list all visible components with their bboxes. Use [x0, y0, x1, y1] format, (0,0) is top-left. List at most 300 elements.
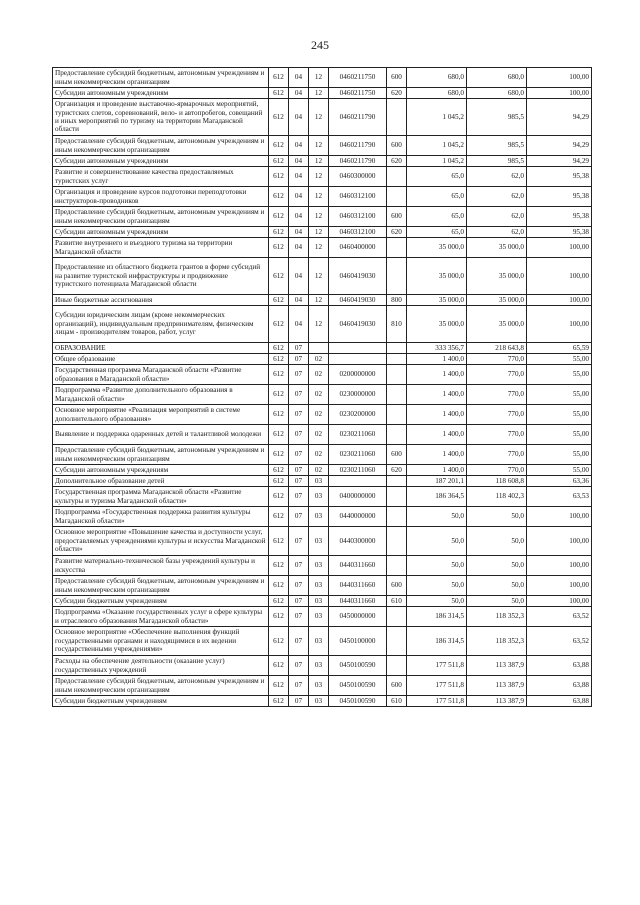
table-cell-rz: 07 — [289, 343, 309, 354]
table-cell-vr — [387, 99, 407, 136]
table-cell-pr: 02 — [309, 385, 329, 405]
table-cell-plan: 186 314,5 — [407, 607, 467, 627]
table-cell-percent: 65,59 — [527, 343, 592, 354]
table-cell-percent: 100,00 — [527, 295, 592, 306]
table-cell-name: Субсидии автономным учреждениям — [53, 156, 269, 167]
table-cell-plan: 1 045,2 — [407, 156, 467, 167]
table-cell-pr: 12 — [309, 238, 329, 258]
table-cell-pr: 03 — [309, 596, 329, 607]
table-cell-plan: 1 400,0 — [407, 354, 467, 365]
table-cell-ved: 612 — [269, 167, 289, 187]
table-cell-vr: 600 — [387, 207, 407, 227]
table-row — [53, 258, 592, 295]
table-cell-percent: 63,88 — [527, 656, 592, 676]
table-cell-name: Дополнительное образование детей — [53, 476, 269, 487]
table-cell-csr: 0450100590 — [329, 696, 387, 707]
table-cell-csr: 0460300000 — [329, 167, 387, 187]
table-row — [53, 696, 592, 707]
table-cell-csr: 0450100590 — [329, 676, 387, 696]
table-cell-csr: 0460312100 — [329, 207, 387, 227]
table-cell-vr: 620 — [387, 88, 407, 99]
table-cell-ved: 612 — [269, 656, 289, 676]
table-cell-percent: 94,29 — [527, 156, 592, 167]
table-cell-plan: 1 400,0 — [407, 365, 467, 385]
table-cell-ved: 612 — [269, 343, 289, 354]
table-cell-vr: 620 — [387, 465, 407, 476]
table-cell-fact: 62,0 — [467, 227, 527, 238]
table-cell-plan: 35 000,0 — [407, 306, 467, 343]
table-cell-fact: 985,5 — [467, 136, 527, 156]
table-cell-csr: 0230211060 — [329, 425, 387, 445]
table-cell-pr: 03 — [309, 576, 329, 596]
table-cell-ved: 612 — [269, 676, 289, 696]
table-cell-ved: 612 — [269, 507, 289, 527]
table-cell-csr — [329, 476, 387, 487]
table-cell-pr: 03 — [309, 607, 329, 627]
table-cell-fact: 50,0 — [467, 576, 527, 596]
table-cell-csr: 0460419030 — [329, 306, 387, 343]
table-cell-rz: 04 — [289, 88, 309, 99]
table-cell-vr: 620 — [387, 227, 407, 238]
table-cell-csr: 0230200000 — [329, 405, 387, 425]
table-cell-pr: 12 — [309, 207, 329, 227]
table-cell-percent: 95,38 — [527, 227, 592, 238]
table-cell-vr: 800 — [387, 295, 407, 306]
table-cell-ved: 612 — [269, 306, 289, 343]
table-cell-vr — [387, 354, 407, 365]
table-cell-vr — [387, 385, 407, 405]
table-cell-name: Субсидии автономным учреждениям — [53, 88, 269, 99]
table-cell-ved: 612 — [269, 385, 289, 405]
table-cell-ved: 612 — [269, 238, 289, 258]
table-cell-rz: 07 — [289, 556, 309, 576]
page-number: 245 — [311, 38, 329, 52]
table-cell-name: Иные бюджетные ассигнования — [53, 295, 269, 306]
table-cell-vr — [387, 627, 407, 656]
table-cell-plan: 177 511,8 — [407, 656, 467, 676]
table-cell-vr — [387, 238, 407, 258]
table-cell-vr: 600 — [387, 445, 407, 465]
table-cell-ved: 612 — [269, 476, 289, 487]
table-row — [53, 365, 592, 385]
table-row — [53, 556, 592, 576]
table-cell-fact: 680,0 — [467, 68, 527, 88]
table-cell-plan: 680,0 — [407, 68, 467, 88]
table-row — [53, 295, 592, 306]
table-cell-ved: 612 — [269, 258, 289, 295]
table-cell-fact: 35 000,0 — [467, 306, 527, 343]
table-cell-ved: 612 — [269, 607, 289, 627]
table-cell-fact: 50,0 — [467, 596, 527, 607]
table-cell-plan: 177 511,8 — [407, 696, 467, 707]
table-cell-vr: 600 — [387, 676, 407, 696]
table-cell-plan: 50,0 — [407, 576, 467, 596]
table-cell-ved: 612 — [269, 487, 289, 507]
table-cell-plan: 50,0 — [407, 596, 467, 607]
table-cell-plan: 65,0 — [407, 187, 467, 207]
table-cell-plan: 1 400,0 — [407, 465, 467, 476]
table-cell-rz: 07 — [289, 576, 309, 596]
table-cell-rz: 04 — [289, 187, 309, 207]
table-cell-fact: 50,0 — [467, 556, 527, 576]
table-row — [53, 238, 592, 258]
table-cell-percent: 100,00 — [527, 596, 592, 607]
table-cell-ved: 612 — [269, 465, 289, 476]
table-cell-fact: 770,0 — [467, 365, 527, 385]
table-cell-rz: 07 — [289, 425, 309, 445]
table-cell-fact: 118 402,3 — [467, 487, 527, 507]
table-cell-pr: 03 — [309, 527, 329, 556]
table-cell-plan: 50,0 — [407, 556, 467, 576]
table-cell-ved: 612 — [269, 187, 289, 207]
table-cell-name: Предоставление субсидий бюджетным, автономным учреждениям и иным некоммерческим организациям — [53, 136, 269, 156]
table-cell-csr: 0440311660 — [329, 596, 387, 607]
table-cell-ved: 612 — [269, 227, 289, 238]
table-row — [53, 207, 592, 227]
table-cell-csr: 0460211790 — [329, 156, 387, 167]
table-cell-plan: 1 045,2 — [407, 136, 467, 156]
table-cell-ved: 612 — [269, 207, 289, 227]
table-cell-percent: 100,00 — [527, 576, 592, 596]
table-cell-rz: 07 — [289, 656, 309, 676]
table-cell-plan: 65,0 — [407, 167, 467, 187]
table-cell-plan: 35 000,0 — [407, 258, 467, 295]
table-cell-name: Подпрограмма «Оказание государственных услуг в сфере культуры и отраслевого образования Магаданской области» — [53, 607, 269, 627]
table-cell-plan: 35 000,0 — [407, 238, 467, 258]
table-cell-fact: 770,0 — [467, 425, 527, 445]
table-row — [53, 607, 592, 627]
table-cell-percent: 95,38 — [527, 187, 592, 207]
table-cell-pr: 03 — [309, 476, 329, 487]
table-row — [53, 156, 592, 167]
table-cell-percent: 100,00 — [527, 306, 592, 343]
table-cell-fact: 50,0 — [467, 527, 527, 556]
table-row — [53, 405, 592, 425]
table-row — [53, 627, 592, 656]
table-cell-pr: 03 — [309, 507, 329, 527]
table-cell-rz: 07 — [289, 676, 309, 696]
table-cell-csr: 0440000000 — [329, 507, 387, 527]
table-cell-vr: 600 — [387, 68, 407, 88]
table-cell-pr: 03 — [309, 556, 329, 576]
table-row — [53, 527, 592, 556]
table-cell-pr: 02 — [309, 405, 329, 425]
table-cell-fact: 118 352,3 — [467, 607, 527, 627]
table-cell-csr: 0460312100 — [329, 187, 387, 207]
table-cell-name: Предоставление субсидий бюджетным, автономным учреждениям и иным некоммерческим организациям — [53, 68, 269, 88]
table-cell-fact: 50,0 — [467, 507, 527, 527]
table-cell-name: Предоставление субсидий бюджетным, автономным учреждениям и иным некоммерческим организациям — [53, 676, 269, 696]
table-cell-rz: 04 — [289, 156, 309, 167]
table-cell-ved: 612 — [269, 696, 289, 707]
table-cell-vr: 610 — [387, 596, 407, 607]
table-cell-pr: 03 — [309, 676, 329, 696]
table-cell-rz: 07 — [289, 627, 309, 656]
table-cell-rz: 07 — [289, 354, 309, 365]
table-cell-percent: 95,38 — [527, 207, 592, 227]
table-cell-vr — [387, 425, 407, 445]
table-cell-plan: 1 400,0 — [407, 445, 467, 465]
table-cell-plan: 1 045,2 — [407, 99, 467, 136]
table-row — [53, 227, 592, 238]
table-cell-name: Организация и проведение курсов подготовки переподготовки инструкторов-проводников — [53, 187, 269, 207]
table-cell-fact: 118 352,3 — [467, 627, 527, 656]
table-cell-name: Субсидии бюджетным учреждениям — [53, 696, 269, 707]
table-cell-name: Субсидии бюджетным учреждениям — [53, 596, 269, 607]
table-cell-pr — [309, 343, 329, 354]
table-row — [53, 465, 592, 476]
table-cell-fact: 985,5 — [467, 99, 527, 136]
table-cell-name: Субсидии автономным учреждениям — [53, 227, 269, 238]
table-cell-rz: 07 — [289, 405, 309, 425]
table-cell-rz: 07 — [289, 465, 309, 476]
table-cell-plan: 333 356,7 — [407, 343, 467, 354]
table-cell-rz: 07 — [289, 445, 309, 465]
table-cell-name: Субсидии юридическим лицам (кроме некоммерческих организаций), индивидуальным предпринимателям, физическим лицам - производителям товаров, работ, услуг — [53, 306, 269, 343]
table-cell-plan: 680,0 — [407, 88, 467, 99]
table-cell-fact: 35 000,0 — [467, 238, 527, 258]
table-cell-pr: 12 — [309, 156, 329, 167]
table-cell-vr — [387, 405, 407, 425]
table-cell-vr — [387, 527, 407, 556]
table-cell-vr — [387, 556, 407, 576]
table-cell-rz: 04 — [289, 295, 309, 306]
table-cell-csr: 0450100590 — [329, 656, 387, 676]
table-cell-percent: 94,29 — [527, 136, 592, 156]
table-cell-rz: 04 — [289, 136, 309, 156]
table-cell-csr: 0230000000 — [329, 385, 387, 405]
table-cell-fact: 35 000,0 — [467, 295, 527, 306]
table-cell-ved: 612 — [269, 425, 289, 445]
table-cell-csr: 0460419030 — [329, 295, 387, 306]
table-cell-name: Организация и проведение выставочно-ярмарочных мероприятий, туристских слетов, соревнований, вело- и автопробегов, совещаний и иных мероприятий по туризму на территории Магаданской области — [53, 99, 269, 136]
table-cell-ved: 612 — [269, 156, 289, 167]
table-cell-ved: 612 — [269, 576, 289, 596]
table-cell-ved: 612 — [269, 99, 289, 136]
table-row — [53, 68, 592, 88]
table-cell-ved: 612 — [269, 445, 289, 465]
table-cell-pr: 02 — [309, 354, 329, 365]
table-row — [53, 676, 592, 696]
table-cell-csr: 0200000000 — [329, 365, 387, 385]
table-cell-pr: 12 — [309, 136, 329, 156]
table-cell-rz: 07 — [289, 385, 309, 405]
table-cell-name: Основное мероприятие «Повышение качества и доступности услуг, предоставляемых учреждениями культуры и искусства Магаданской области» — [53, 527, 269, 556]
table-cell-percent: 100,00 — [527, 238, 592, 258]
table-cell-fact: 770,0 — [467, 465, 527, 476]
table-cell-percent: 100,00 — [527, 507, 592, 527]
table-cell-rz: 04 — [289, 207, 309, 227]
table-cell-vr: 610 — [387, 696, 407, 707]
table-cell-fact: 770,0 — [467, 445, 527, 465]
table-cell-name: Расходы на обеспечение деятельности (оказание услуг) государственных учреждений — [53, 656, 269, 676]
table-cell-ved: 612 — [269, 527, 289, 556]
table-cell-name: Предоставление субсидий бюджетным, автономным учреждениям и иным некоммерческим организациям — [53, 207, 269, 227]
table-cell-plan: 186 364,5 — [407, 487, 467, 507]
table-cell-percent: 63,88 — [527, 676, 592, 696]
table-row — [53, 136, 592, 156]
table-cell-csr: 0460400000 — [329, 238, 387, 258]
table-cell-csr: 0400000000 — [329, 487, 387, 507]
table-cell-name: Предоставление из областного бюджета грантов в форме субсидий на развитие туристской инфраструктуры и продвижение туристского потенциала Магаданской области — [53, 258, 269, 295]
table-cell-percent: 55,00 — [527, 405, 592, 425]
table-cell-percent: 55,00 — [527, 465, 592, 476]
table-cell-csr: 0230211060 — [329, 445, 387, 465]
table-cell-rz: 07 — [289, 476, 309, 487]
table-cell-vr — [387, 343, 407, 354]
table-cell-vr — [387, 476, 407, 487]
table-cell-fact: 62,0 — [467, 167, 527, 187]
table-cell-name: Развитие и совершенствование качества предоставляемых туристских услуг — [53, 167, 269, 187]
table-cell-vr — [387, 365, 407, 385]
table-cell-vr — [387, 607, 407, 627]
table-cell-vr — [387, 656, 407, 676]
table-cell-plan: 35 000,0 — [407, 295, 467, 306]
table-cell-rz: 07 — [289, 365, 309, 385]
table-cell-percent: 94,29 — [527, 99, 592, 136]
table-cell-name: Подпрограмма «Государственная поддержка развития культуры Магаданской области» — [53, 507, 269, 527]
table-cell-name: Общее образование — [53, 354, 269, 365]
table-cell-csr: 0460211750 — [329, 68, 387, 88]
table-cell-pr: 12 — [309, 99, 329, 136]
table-cell-percent: 63,52 — [527, 607, 592, 627]
budget-table — [52, 67, 592, 707]
table-cell-fact: 985,5 — [467, 156, 527, 167]
table-row — [53, 596, 592, 607]
table-cell-pr: 03 — [309, 487, 329, 507]
table-cell-csr: 0460211750 — [329, 88, 387, 99]
table-row — [53, 88, 592, 99]
table-cell-csr: 0450100000 — [329, 627, 387, 656]
table-cell-percent: 95,38 — [527, 167, 592, 187]
table-cell-pr: 02 — [309, 425, 329, 445]
table-cell-vr: 600 — [387, 136, 407, 156]
table-cell-csr: 0230211060 — [329, 465, 387, 476]
table-cell-csr — [329, 343, 387, 354]
table-cell-ved: 612 — [269, 88, 289, 99]
table-cell-plan: 50,0 — [407, 507, 467, 527]
table-cell-fact: 770,0 — [467, 405, 527, 425]
table-cell-plan: 186 314,5 — [407, 627, 467, 656]
table-cell-fact: 113 387,9 — [467, 696, 527, 707]
table-cell-percent: 63,52 — [527, 627, 592, 656]
table-cell-vr — [387, 507, 407, 527]
table-cell-ved: 612 — [269, 68, 289, 88]
table-cell-rz: 04 — [289, 227, 309, 238]
table-cell-pr: 02 — [309, 465, 329, 476]
table-cell-ved: 612 — [269, 295, 289, 306]
table-cell-ved: 612 — [269, 365, 289, 385]
table-cell-plan: 177 511,8 — [407, 676, 467, 696]
table-cell-name: Основное мероприятие «Реализация мероприятий в системе дополнительного образования» — [53, 405, 269, 425]
table-cell-csr: 0460419030 — [329, 258, 387, 295]
table-cell-fact: 113 387,9 — [467, 656, 527, 676]
table-cell-plan: 50,0 — [407, 527, 467, 556]
table-cell-rz: 04 — [289, 167, 309, 187]
table-cell-plan: 1 400,0 — [407, 405, 467, 425]
table-cell-percent: 55,00 — [527, 365, 592, 385]
table-cell-pr: 02 — [309, 365, 329, 385]
table-cell-rz: 07 — [289, 596, 309, 607]
table-cell-csr: 0440300000 — [329, 527, 387, 556]
table-row — [53, 99, 592, 136]
table-cell-name: Основное мероприятие «Обеспечение выполнения функций государственными органами и находящимися в их ведении государственными учреждениями» — [53, 627, 269, 656]
table-cell-pr: 12 — [309, 295, 329, 306]
table-cell-plan: 1 400,0 — [407, 385, 467, 405]
table-cell-fact: 770,0 — [467, 354, 527, 365]
table-cell-pr: 02 — [309, 445, 329, 465]
table-cell-plan: 1 400,0 — [407, 425, 467, 445]
table-row — [53, 385, 592, 405]
table-cell-pr: 12 — [309, 88, 329, 99]
table-cell-csr — [329, 354, 387, 365]
table-cell-pr: 12 — [309, 306, 329, 343]
table-cell-percent: 100,00 — [527, 556, 592, 576]
table-cell-name: Государственная программа Магаданской области «Развитие культуры и туризма Магаданской области» — [53, 487, 269, 507]
table-cell-rz: 04 — [289, 238, 309, 258]
table-cell-rz: 07 — [289, 607, 309, 627]
table-row — [53, 576, 592, 596]
table-cell-vr: 810 — [387, 306, 407, 343]
table-cell-fact: 218 643,8 — [467, 343, 527, 354]
table-cell-rz: 07 — [289, 527, 309, 556]
table-row — [53, 354, 592, 365]
table-cell-pr: 03 — [309, 656, 329, 676]
table-cell-csr: 0440311660 — [329, 556, 387, 576]
table-cell-percent: 100,00 — [527, 88, 592, 99]
table-cell-percent: 100,00 — [527, 258, 592, 295]
table-cell-pr: 12 — [309, 68, 329, 88]
table-cell-pr: 12 — [309, 187, 329, 207]
table-cell-ved: 612 — [269, 627, 289, 656]
table-cell-name: Государственная программа Магаданской области «Развитие образования в Магаданской области» — [53, 365, 269, 385]
table-row — [53, 343, 592, 354]
table-cell-percent: 63,53 — [527, 487, 592, 507]
table-cell-rz: 07 — [289, 507, 309, 527]
table-cell-percent: 63,36 — [527, 476, 592, 487]
table-row — [53, 306, 592, 343]
table-cell-csr: 0460211790 — [329, 136, 387, 156]
table-cell-rz: 04 — [289, 99, 309, 136]
table-row — [53, 656, 592, 676]
table-cell-pr: 12 — [309, 227, 329, 238]
table-cell-vr: 600 — [387, 576, 407, 596]
table-row — [53, 507, 592, 527]
table-cell-csr: 0460312100 — [329, 227, 387, 238]
table-cell-name: Развитие материально-технической базы учреждений культуры и искусства — [53, 556, 269, 576]
table-cell-vr — [387, 187, 407, 207]
table-cell-rz: 07 — [289, 487, 309, 507]
table-cell-fact: 770,0 — [467, 385, 527, 405]
table-cell-rz: 04 — [289, 68, 309, 88]
table-cell-pr: 12 — [309, 258, 329, 295]
table-body — [53, 68, 592, 707]
table-cell-name: Предоставление субсидий бюджетным, автономным учреждениям и иным некоммерческим организациям — [53, 445, 269, 465]
table-cell-name: Развитие внутреннего и въездного туризма на территории Магаданской области — [53, 238, 269, 258]
table-cell-name: ОБРАЗОВАНИЕ — [53, 343, 269, 354]
table-cell-ved: 612 — [269, 596, 289, 607]
table-cell-vr — [387, 487, 407, 507]
table-row — [53, 445, 592, 465]
table-cell-name: Субсидии автономным учреждениям — [53, 465, 269, 476]
table-cell-percent: 63,88 — [527, 696, 592, 707]
table-cell-ved: 612 — [269, 405, 289, 425]
table-cell-plan: 65,0 — [407, 227, 467, 238]
table-cell-vr — [387, 167, 407, 187]
table-cell-rz: 04 — [289, 258, 309, 295]
table-cell-name: Предоставление субсидий бюджетным, автономным учреждениям и иным некоммерческим организациям — [53, 576, 269, 596]
table-cell-percent: 55,00 — [527, 445, 592, 465]
